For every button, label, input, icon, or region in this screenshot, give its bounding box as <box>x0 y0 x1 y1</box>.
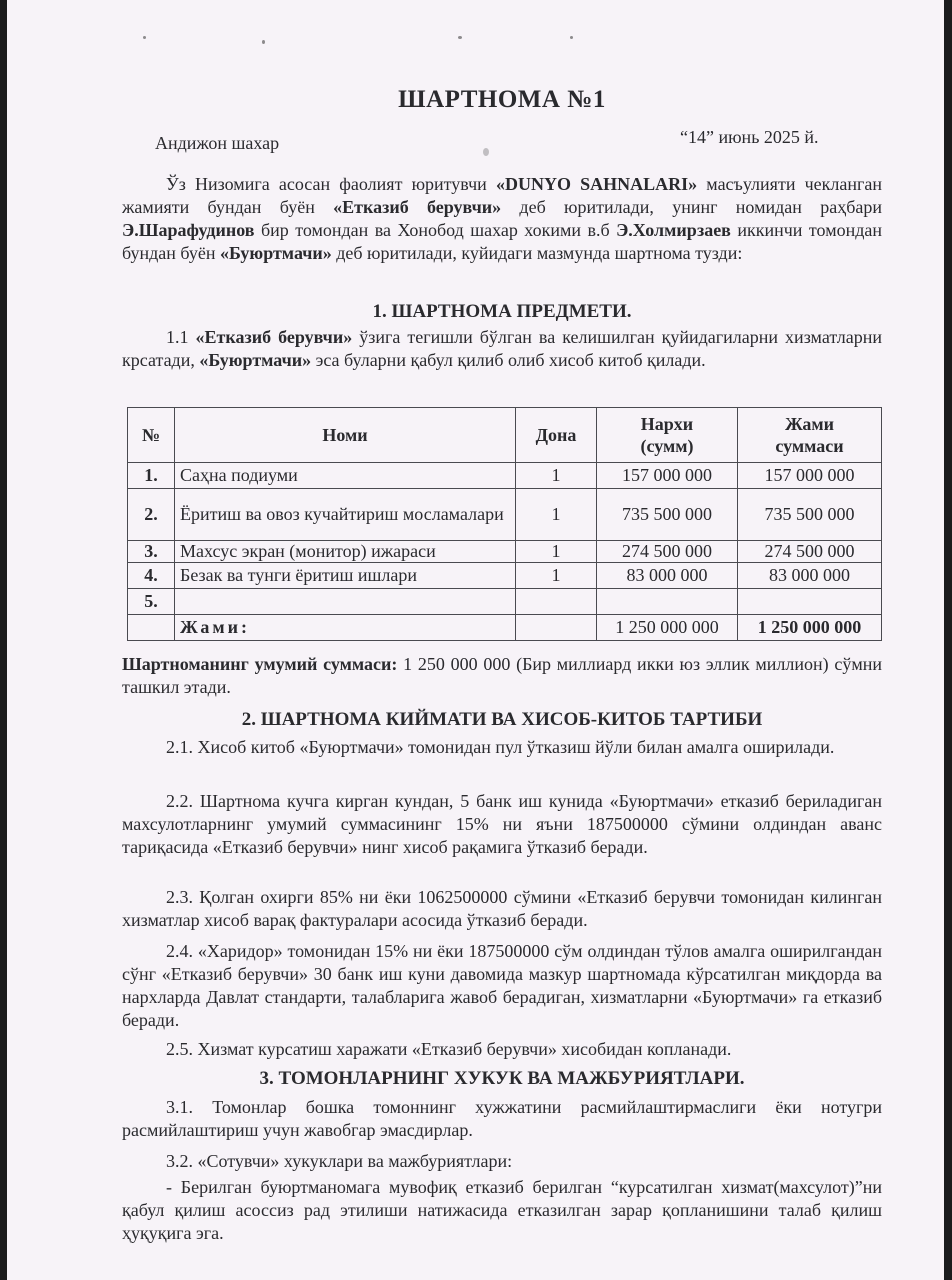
customer-term: «Буюртмачи» <box>219 243 332 263</box>
intro-paragraph: Ўз Низомига асосан фаолият юритувчи «DUNYO SAHNALARI» масъулияти чекланган жамияти бундан буён «Етказиб берувчи» деб юритилади, унинг номидан раҳбари Э.Шарафудинов бир томондан ва Хонобод шахар хокими в.б Э.Холмирзаев иккинчи томондан бундан буён «Буюртмачи» деб юритилади, куйидаги мазмунда шартнома тузди: <box>122 174 883 263</box>
contract-sum-label: Шартноманинг умумий суммаси: <box>122 654 398 674</box>
contract-sum-value: 1 250 000 000 (Бир миллиард икки юз эллик миллион) сўмни ташкил этади. <box>122 654 882 697</box>
section-1-paragraph: 1.1 «Етказиб берувчи» ўзига тегишли бўлган ва келишилган қуйидагиларни хизматларни крсатади, «Буюртмачи» эса буларни қабул қилиб олиб хисоб китоб қилади. <box>122 327 882 370</box>
clause-2-4: 2.4. «Харидор» томонидан 15% ни ёки 187500000 сўм олдиндан тўлов амалга оширилгандан сўнг «Етказиб берувчи» 30 банк иш куни давомида мазкур шартномада кўрсатилган миқдорда ва нархларда Давлат стандарти, талабларига жавоб берадиган, хизматларни «Буюртмачи» га етказиб беради. <box>122 941 882 1030</box>
section-2-heading: 2. ШАРТНОМА КИЙМАТИ ВА ХИСОБ-КИТОБ ТАРТИБИ <box>241 709 763 730</box>
clause-3-2-item: - Берилган буюртманомага мувофиқ етказиб берилган “курсатилган хизмат(махсулот)”ни қабул қилиш асоссиз рад этилиши натижасида етказилган зарар қопланишини талаб қилиш ҳуқуқига эга. <box>122 1177 882 1243</box>
col-header-total: Жами суммаси <box>738 408 882 463</box>
section-1-heading: 1. ШАРТНОМА ПРЕДМЕТИ. <box>372 301 632 322</box>
table-row: 5. <box>128 589 882 615</box>
table-row: 2. Ёритиш ва овоз кучайтириш мосламалари 1 735 500 000 735 500 000 <box>128 489 882 541</box>
items-table <box>127 407 882 641</box>
clause-2-3: 2.3. Қолган охирги 85% ни ёки 1062500000 сўмини «Етказиб берувчи томонидан килинган хизматлар хисоб варақ фактуралари асосида ўтказиб беради. <box>122 887 882 930</box>
supplier-term: «Етказиб берувчи» <box>333 197 502 217</box>
table-row: 4. Безак ва тунги ёритиш ишлари 1 83 000 000 83 000 000 <box>128 563 882 589</box>
grand-total: 1 250 000 000 <box>738 615 882 641</box>
company-name: «DUNYO SAHNALARI» <box>495 174 698 194</box>
table-header-row <box>128 408 882 463</box>
clause-3-1: 3.1. Томонлар бошка томоннинг хужжатини расмийлаштирмаслиги ёки нотугри расмийлаштириш учун жавобгар эмасдирлар. <box>122 1097 882 1140</box>
scan-speck <box>570 36 573 39</box>
scan-speck <box>458 36 462 39</box>
document-page <box>7 0 944 1280</box>
section-3-heading: 3. ТОМОНЛАРНИНГ ХУКУК ВА МАЖБУРИЯТЛАРИ. <box>259 1068 745 1089</box>
document-title: ШАРТНОМА №1 <box>398 86 606 113</box>
col-header-price: Нархи (сумм) <box>597 408 738 463</box>
col-header-qty: Дона <box>516 408 597 463</box>
scan-speck <box>143 36 146 39</box>
customer-head: Э.Холмирзаев <box>616 220 731 240</box>
total-label: Жами: <box>175 615 516 641</box>
clause-2-2: 2.2. Шартнома кучга кирган кундан, 5 банк иш кунида «Буюртмачи» етказиб бериладиган махсулотларнинг умумий суммасининг 15% ни яъни 187500000 сўмини олдиндан аванс тариқасида «Етказиб берувчи» нинг хисоб рақамига ўтказиб беради. <box>122 791 882 857</box>
clause-3-2: 3.2. «Сотувчи» хукуклари ва мажбуриятлари: <box>166 1151 513 1171</box>
scan-speck <box>262 40 265 44</box>
total-price: 1 250 000 000 <box>597 615 738 641</box>
document-city: Андижон шахар <box>155 133 280 153</box>
col-header-no: № <box>128 408 175 463</box>
clause-2-5: 2.5. Хизмат курсатиш харажати «Етказиб берувчи» хисобидан копланади. <box>166 1039 732 1059</box>
scan-speck <box>483 148 489 156</box>
table-row: 3. Махсус экран (монитор) ижараси 1 274 500 000 274 500 000 <box>128 541 882 563</box>
table-total-row <box>128 615 882 641</box>
col-header-name: Номи <box>175 408 516 463</box>
clause-2-1: 2.1. Хисоб китоб «Буюртмачи» томонидан пул ўтказиш йўли билан амалга оширилади. <box>166 737 835 757</box>
supplier-head: Э.Шарафудинов <box>122 220 255 240</box>
document-date: “14” июнь 2025 й. <box>680 127 819 147</box>
contract-sum-paragraph <box>122 653 882 699</box>
table-row: 1. Саҳна подиуми 1 157 000 000 157 000 000 <box>128 463 882 489</box>
